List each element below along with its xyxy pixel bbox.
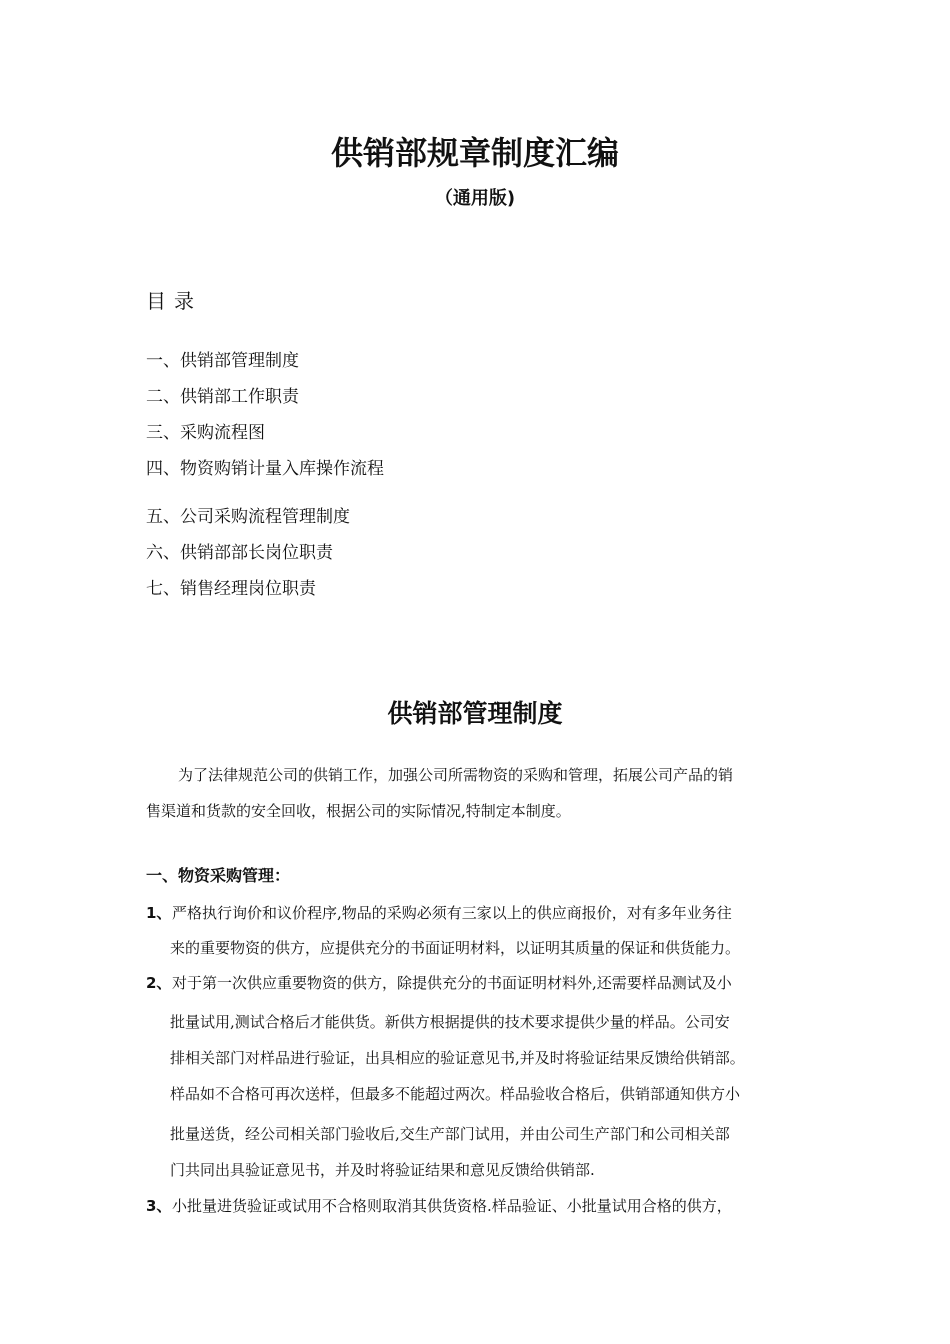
item-text-line: 来的重要物资的供方，应提供充分的书面证明材料，以证明其质量的保证和供货能力。 — [170, 939, 741, 957]
section-title: 供销部管理制度 — [387, 699, 563, 728]
item-text-line: 批量试用,测试合格后才能供货。新供方根据提供的技术要求提供少量的样品。公司安 — [170, 1013, 730, 1031]
toc-item: 三、采购流程图 — [146, 423, 265, 443]
section-subheading: 一、物资采购管理： — [146, 866, 291, 885]
toc-heading: 目录 — [146, 289, 202, 313]
item-number: 3、 — [146, 1197, 172, 1215]
item-text-line: 对于第一次供应重要物资的供方，除提供充分的书面证明材料外,还需要样品测试及小 — [172, 974, 732, 992]
document-title: 供销部规章制度汇编 — [330, 134, 619, 172]
toc-item: 四、物资购销计量入库操作流程 — [146, 459, 384, 479]
toc-item: 五、公司采购流程管理制度 — [146, 507, 350, 527]
item-text-line: 门共同出具验证意见书，并及时将验证结果和意见反馈给供销部. — [170, 1161, 595, 1179]
item-number: 2、 — [146, 974, 172, 992]
item-text-line: 样品如不合格可再次送样，但最多不能超过两次。样品验收合格后，供销部通知供方小 — [170, 1085, 741, 1103]
toc-item: 二、供销部工作职责 — [146, 387, 299, 407]
item-text-line: 排相关部门对样品进行验证，出具相应的验证意见书,并及时将验证结果反馈给供销部。 — [170, 1049, 745, 1067]
toc-item: 六、供销部部长岗位职责 — [146, 543, 333, 563]
item-text-line: 严格执行询价和议价程序,物品的采购必须有三家以上的供应商报价，对有多年业务往 — [172, 904, 732, 922]
item-number: 1、 — [146, 904, 172, 922]
item-text-line: 批量送货，经公司相关部门验收后,交生产部门试用，并由公司生产部门和公司相关部 — [170, 1125, 730, 1143]
document-subtitle: （通用版) — [434, 188, 516, 209]
toc-item: 七、销售经理岗位职责 — [146, 579, 316, 599]
intro-paragraph-line: 为了法律规范公司的供销工作，加强公司所需物资的采购和管理，拓展公司产品的销 — [178, 766, 734, 784]
item-text-line: 小批量进货验证或试用不合格则取消其供货资格.样品验证、小批量试用合格的供方， — [172, 1197, 732, 1215]
intro-paragraph-line: 售渠道和货款的安全回收，根据公司的实际情况,特制定本制度。 — [146, 802, 571, 820]
toc-item: 一、供销部管理制度 — [146, 351, 299, 371]
